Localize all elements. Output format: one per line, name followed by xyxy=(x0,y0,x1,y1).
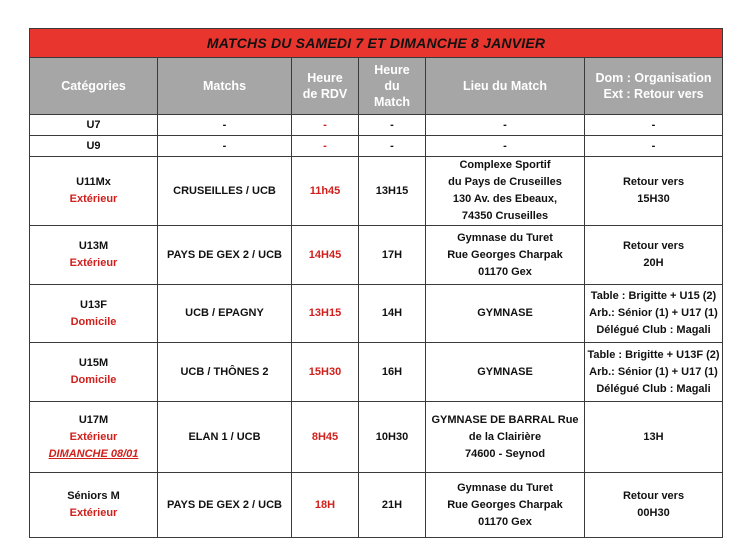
status-label: Domicile xyxy=(70,315,117,328)
header-organisation: Dom : Organisation Ext : Retour vers xyxy=(585,58,723,115)
venue-cell: Gymnase du Turet Rue Georges Charpak 01170 Gex xyxy=(426,226,585,285)
header-categories: Catégories xyxy=(30,58,158,115)
rdv-cell: 8H45 xyxy=(292,402,359,473)
header-venue: Lieu du Match xyxy=(426,58,585,115)
info-cell: - xyxy=(585,115,723,136)
status-label: Extérieur xyxy=(69,257,118,269)
schedule-sheet xyxy=(29,28,722,538)
table-row xyxy=(30,226,723,285)
info-cell: Retour vers 20H xyxy=(585,226,723,285)
table-row xyxy=(30,285,723,343)
schedule-title: MATCHS DU SAMEDI 7 ET DIMANCHE 8 JANVIER xyxy=(30,29,723,58)
table-row xyxy=(30,402,723,473)
venue-cell: GYMNASE xyxy=(426,285,585,343)
match-cell: UCB / THÔNES 2 xyxy=(158,343,292,402)
table-row xyxy=(30,343,723,402)
rdv-cell: 13H15 xyxy=(292,285,359,343)
venue-cell: - xyxy=(426,115,585,136)
rdv-cell: 14H45 xyxy=(292,226,359,285)
venue-cell: Gymnase du Turet Rue Georges Charpak 01170 Gex xyxy=(426,473,585,538)
venue-cell: Complexe Sportif du Pays de Cruseilles 130 Av. des Ebeaux, 74350 Cruseilles xyxy=(426,157,585,226)
table-row xyxy=(30,157,723,226)
category-cell: U15M Domicile xyxy=(30,343,158,402)
header-match-time: Heure du Match xyxy=(359,58,426,115)
category-cell: U11Mx Extérieur xyxy=(30,157,158,226)
venue-cell: - xyxy=(426,136,585,157)
rdv-cell: - xyxy=(292,115,359,136)
category-cell: U13F Domicile xyxy=(30,285,158,343)
info-cell: - xyxy=(585,136,723,157)
info-cell: Retour vers 00H30 xyxy=(585,473,723,538)
category-cell: U7 xyxy=(30,115,158,136)
status-label: Extérieur xyxy=(69,507,118,519)
info-cell: Retour vers 15H30 xyxy=(585,157,723,226)
table-row xyxy=(30,136,723,157)
rdv-cell: 18H xyxy=(292,473,359,538)
info-cell: Table : Brigitte + U15 (2) Arb.: Sénior (1) + U17 (1) Délégué Club : Magali xyxy=(585,285,723,343)
info-cell: Table : Brigitte + U13F (2) Arb.: Sénior (1) + U17 (1) Délégué Club : Magali xyxy=(585,343,723,402)
match-cell: - xyxy=(158,115,292,136)
rdv-cell: - xyxy=(292,136,359,157)
match-schedule-table xyxy=(29,28,723,538)
table-row xyxy=(30,473,723,538)
venue-cell: GYMNASE DE BARRAL Rue de la Clairière 74600 - Seynod xyxy=(426,402,585,473)
rdv-cell: 15H30 xyxy=(292,343,359,402)
category-cell: U9 xyxy=(30,136,158,157)
match-cell: - xyxy=(158,136,292,157)
header-rdv-time: Heure de RDV xyxy=(292,58,359,115)
match-cell: CRUSEILLES / UCB xyxy=(158,157,292,226)
time-cell: 17H xyxy=(359,226,426,285)
time-cell: 16H xyxy=(359,343,426,402)
venue-cell: GYMNASE xyxy=(426,343,585,402)
status-label: Extérieur xyxy=(69,193,118,205)
time-cell: - xyxy=(359,136,426,157)
date-note: DIMANCHE 08/01 xyxy=(48,447,139,460)
time-cell: 21H xyxy=(359,473,426,538)
match-cell: UCB / EPAGNY xyxy=(158,285,292,343)
status-label: Domicile xyxy=(70,374,117,386)
match-cell: PAYS DE GEX 2 / UCB xyxy=(158,226,292,285)
category-cell: U17M Extérieur DIMANCHE 08/01 xyxy=(30,402,158,473)
category-cell: Séniors M Extérieur xyxy=(30,473,158,538)
info-cell: 13H xyxy=(585,402,723,473)
match-cell: PAYS DE GEX 2 / UCB xyxy=(158,473,292,538)
time-cell: 10H30 xyxy=(359,402,426,473)
category-cell: U13M Extérieur xyxy=(30,226,158,285)
time-cell: 14H xyxy=(359,285,426,343)
table-row xyxy=(30,115,723,136)
match-cell: ELAN 1 / UCB xyxy=(158,402,292,473)
time-cell: - xyxy=(359,115,426,136)
rdv-cell: 11h45 xyxy=(292,157,359,226)
time-cell: 13H15 xyxy=(359,157,426,226)
header-matchs: Matchs xyxy=(158,58,292,115)
status-label: Extérieur xyxy=(69,430,118,443)
